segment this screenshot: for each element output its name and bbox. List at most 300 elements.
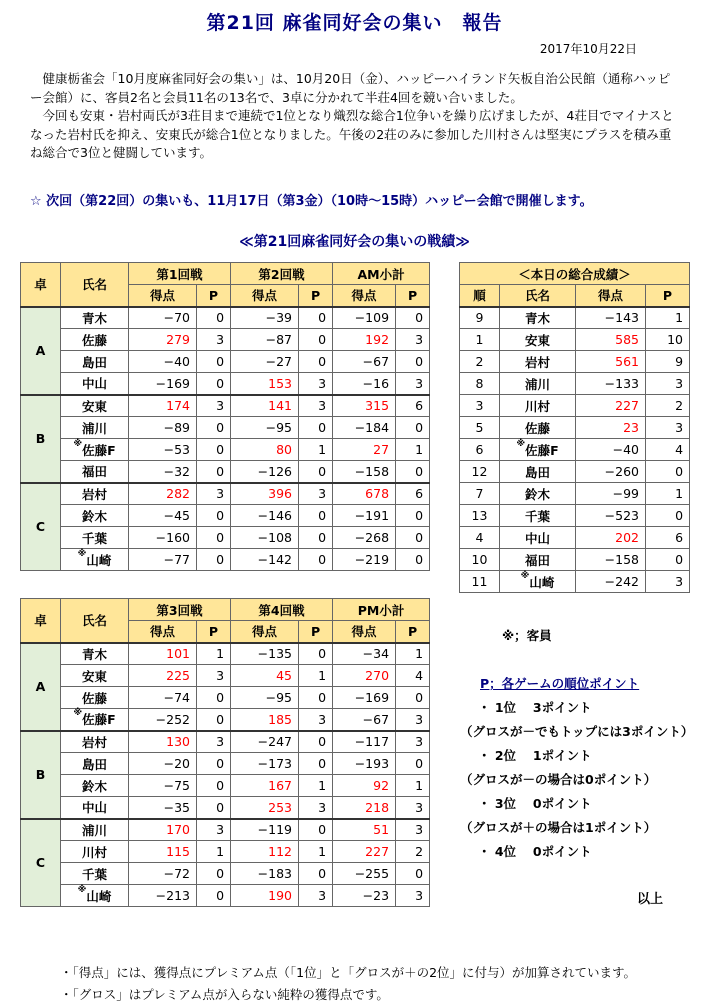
player-name-text: 安東 [81, 398, 107, 414]
points-cell: 1 [197, 643, 231, 665]
points-cell: 3 [396, 797, 430, 819]
points-cell: 0 [299, 307, 333, 329]
player-name [61, 775, 129, 797]
points-cell: 1 [396, 643, 430, 665]
points-cell: 3 [197, 329, 231, 351]
points-cell: 0 [299, 863, 333, 885]
player-name-text: 島田 [81, 756, 107, 772]
score-cell: −126 [231, 461, 299, 483]
points-cell: 0 [299, 753, 333, 775]
score-cell: 92 [333, 775, 396, 797]
guest-mark: ※ [520, 570, 530, 581]
player-name [61, 665, 129, 687]
table-row [460, 395, 690, 417]
points-cell: 0 [197, 505, 231, 527]
legend-line: ・ 4位 0ポイント [478, 844, 592, 859]
score-cell: −53 [129, 439, 197, 461]
points-cell: 0 [197, 417, 231, 439]
am-results-table [20, 262, 430, 571]
points-cell: 0 [396, 753, 430, 775]
header-name: 氏名 [61, 599, 129, 643]
player-name-text: 福田 [81, 464, 107, 480]
player-name-text: 川村 [524, 398, 550, 414]
table-row [21, 527, 430, 549]
rank-cell: 4 [460, 527, 500, 549]
score-cell: 279 [129, 329, 197, 351]
score-cell: −193 [333, 753, 396, 775]
points-cell: 3 [197, 483, 231, 505]
score-cell: 167 [231, 775, 299, 797]
points-cell: 3 [197, 819, 231, 841]
player-name [61, 863, 129, 885]
points-cell: 1 [299, 841, 333, 863]
score-cell: 585 [576, 329, 646, 351]
points-cell: 0 [396, 351, 430, 373]
points-cell: 0 [197, 373, 231, 395]
points-cell: 0 [197, 527, 231, 549]
points-cell: 3 [396, 731, 430, 753]
header-score: 得点 [333, 285, 396, 307]
points-cell: 0 [197, 687, 231, 709]
points-cell: 0 [299, 731, 333, 753]
score-cell: −45 [129, 505, 197, 527]
player-name [61, 483, 129, 505]
rank-cell: 8 [460, 373, 500, 395]
score-cell: 270 [333, 665, 396, 687]
header-points: P [197, 285, 231, 307]
points-cell: 3 [197, 665, 231, 687]
points-cell: 0 [396, 505, 430, 527]
score-cell: 45 [231, 665, 299, 687]
score-cell: 185 [231, 709, 299, 731]
page-title: 第21回 麻雀同好会の集い 報告 [206, 12, 503, 34]
player-name [500, 373, 576, 395]
player-name-text: 佐藤 [81, 332, 107, 348]
table-row [21, 885, 430, 907]
points-cell: 1 [299, 439, 333, 461]
player-name [61, 687, 129, 709]
player-name-text: 青木 [524, 310, 550, 326]
player-name [500, 417, 576, 439]
player-name [61, 373, 129, 395]
points-cell: 3 [396, 819, 430, 841]
points-cell: 0 [646, 549, 690, 571]
rank-cell: 7 [460, 483, 500, 505]
pm-results-table [20, 598, 430, 907]
points-cell: 0 [197, 461, 231, 483]
table-row [21, 797, 430, 819]
table-row [21, 329, 430, 351]
player-name-text: 安東 [81, 668, 107, 684]
score-cell: −183 [231, 863, 299, 885]
player-name-text: 佐藤 [524, 420, 550, 436]
score-cell: −23 [333, 885, 396, 907]
table-row [460, 549, 690, 571]
score-cell: 225 [129, 665, 197, 687]
score-cell: −35 [129, 797, 197, 819]
points-cell: 0 [299, 687, 333, 709]
score-cell: −135 [231, 643, 299, 665]
points-cell: 0 [299, 819, 333, 841]
score-cell: −32 [129, 461, 197, 483]
score-cell: 202 [576, 527, 646, 549]
header-table: 卓 [21, 263, 61, 307]
score-cell: −169 [129, 373, 197, 395]
table-row [460, 351, 690, 373]
points-cell: 3 [396, 709, 430, 731]
player-name-text: 浦川 [81, 420, 107, 436]
score-cell: −252 [129, 709, 197, 731]
player-name-text: 佐藤F [82, 442, 116, 458]
guest-mark: ※ [77, 884, 87, 895]
points-cell: 3 [646, 417, 690, 439]
player-name-text: 浦川 [524, 376, 550, 392]
header-am-subtotal: AM小計 [333, 263, 430, 285]
header-points: P [396, 621, 430, 643]
score-cell: 130 [129, 731, 197, 753]
header-score: 得点 [231, 621, 299, 643]
points-cell: 2 [646, 395, 690, 417]
points-cell: 6 [646, 527, 690, 549]
table-label: A [21, 307, 61, 395]
rank-cell: 5 [460, 417, 500, 439]
score-cell: −133 [576, 373, 646, 395]
player-name [61, 643, 129, 665]
points-cell: 0 [299, 527, 333, 549]
table-row [21, 753, 430, 775]
table-row [460, 373, 690, 395]
player-name [500, 483, 576, 505]
player-name-text: 中山 [81, 800, 107, 816]
points-cell: 3 [299, 797, 333, 819]
score-cell: −95 [231, 687, 299, 709]
score-cell: −77 [129, 549, 197, 571]
points-cell: 3 [197, 731, 231, 753]
score-cell: −20 [129, 753, 197, 775]
rank-cell: 13 [460, 505, 500, 527]
player-name-text: 川村 [81, 844, 107, 860]
table-row [460, 417, 690, 439]
points-cell: 3 [299, 395, 333, 417]
table-row [21, 665, 430, 687]
points-cell: 0 [299, 417, 333, 439]
points-cell: 0 [646, 461, 690, 483]
points-cell: 0 [299, 505, 333, 527]
table-row [21, 461, 430, 483]
points-cell: 0 [197, 775, 231, 797]
score-cell: 80 [231, 439, 299, 461]
header-game-1: 第1回戦 [129, 263, 231, 285]
table-label: B [21, 731, 61, 819]
player-name [61, 797, 129, 819]
player-name-text: 福田 [524, 552, 550, 568]
points-cell: 0 [197, 863, 231, 885]
footnote: ・「得点」には、獲得点にプレミアム点（「1位」と「グロスが＋の2位」に付与）が加算されています。 [60, 965, 637, 980]
player-name-text: 千葉 [524, 508, 550, 524]
score-cell: 227 [333, 841, 396, 863]
rank-cell: 12 [460, 461, 500, 483]
player-name [61, 709, 129, 731]
score-cell: −95 [231, 417, 299, 439]
guest-mark: ※ [77, 548, 87, 559]
guest-mark: ※ [73, 438, 83, 449]
points-cell: 0 [197, 549, 231, 571]
points-cell: 0 [197, 753, 231, 775]
points-cell: 1 [299, 775, 333, 797]
score-cell: −255 [333, 863, 396, 885]
table-row [21, 417, 430, 439]
score-cell: 51 [333, 819, 396, 841]
points-cell: 4 [646, 439, 690, 461]
score-cell: −16 [333, 373, 396, 395]
points-cell: 3 [646, 571, 690, 593]
player-name-text: 鈴木 [81, 508, 107, 524]
player-name-text: 青木 [81, 646, 107, 662]
points-cell: 1 [646, 307, 690, 329]
score-cell: −27 [231, 351, 299, 373]
header-points: P [197, 621, 231, 643]
table-row [21, 483, 430, 505]
score-cell: −247 [231, 731, 299, 753]
score-cell: 141 [231, 395, 299, 417]
legend-line: （グロスが－でもトップには3ポイント） [460, 724, 694, 739]
points-cell: 3 [299, 885, 333, 907]
score-cell: −142 [231, 549, 299, 571]
player-name [61, 439, 129, 461]
legend-line: ・ 2位 1ポイント [478, 748, 592, 763]
rank-cell: 3 [460, 395, 500, 417]
rank-cell: 10 [460, 549, 500, 571]
player-name-text: 山崎 [86, 552, 112, 568]
points-cell: 0 [197, 439, 231, 461]
rank-cell: 9 [460, 307, 500, 329]
table-label: C [21, 483, 61, 571]
points-cell: 1 [197, 841, 231, 863]
table-row [460, 571, 690, 593]
table-row [21, 549, 430, 571]
score-cell: 115 [129, 841, 197, 863]
score-cell: 227 [576, 395, 646, 417]
footnote: ・「グロス」はプレミアム点が入らない純粋の獲得点です。 [60, 987, 389, 1002]
points-cell: 1 [646, 483, 690, 505]
table-row [460, 329, 690, 351]
player-name [61, 819, 129, 841]
header-game-2: 第2回戦 [231, 263, 333, 285]
rank-cell: 6 [460, 439, 500, 461]
score-cell: 218 [333, 797, 396, 819]
player-name [61, 841, 129, 863]
table-row [21, 863, 430, 885]
header-points: P [646, 285, 690, 307]
points-cell: 3 [299, 709, 333, 731]
player-name [61, 885, 129, 907]
points-cell: 0 [396, 307, 430, 329]
player-name-text: 山崎 [529, 574, 555, 590]
points-cell: 0 [299, 329, 333, 351]
points-cell: 6 [396, 395, 430, 417]
header-name: 氏名 [61, 263, 129, 307]
table-row [21, 687, 430, 709]
table-row [21, 439, 430, 461]
player-name [500, 307, 576, 329]
score-cell: 190 [231, 885, 299, 907]
header-rank: 順 [460, 285, 500, 307]
points-cell: 0 [197, 709, 231, 731]
score-cell: −191 [333, 505, 396, 527]
table-row [21, 307, 430, 329]
legend-line: ・ 1位 3ポイント [478, 700, 592, 715]
score-cell: −87 [231, 329, 299, 351]
score-cell: −143 [576, 307, 646, 329]
points-cell: 0 [396, 687, 430, 709]
table-row [21, 731, 430, 753]
header-name: 氏名 [500, 285, 576, 307]
player-name-text: 島田 [81, 354, 107, 370]
score-cell: −158 [576, 549, 646, 571]
score-cell: −173 [231, 753, 299, 775]
player-name-text: 安東 [524, 332, 550, 348]
player-name [61, 527, 129, 549]
header-pm-subtotal: PM小計 [333, 599, 430, 621]
player-name-text: 浦川 [81, 822, 107, 838]
points-cell: 1 [299, 665, 333, 687]
points-cell: 3 [299, 483, 333, 505]
score-cell: −67 [333, 709, 396, 731]
table-row [460, 307, 690, 329]
table-row [21, 395, 430, 417]
points-cell: 1 [396, 439, 430, 461]
player-name-text: 鈴木 [81, 778, 107, 794]
score-cell: −109 [333, 307, 396, 329]
player-name [61, 417, 129, 439]
table-label: C [21, 819, 61, 907]
table-row [21, 643, 430, 665]
player-name-text: 鈴木 [524, 486, 550, 502]
points-cell: 9 [646, 351, 690, 373]
score-cell: −146 [231, 505, 299, 527]
points-cell: 2 [396, 841, 430, 863]
points-cell: 3 [396, 329, 430, 351]
score-cell: −260 [576, 461, 646, 483]
header-score: 得点 [129, 285, 197, 307]
player-name [61, 307, 129, 329]
overall-results-table [459, 262, 690, 593]
table-row [21, 351, 430, 373]
score-cell: 23 [576, 417, 646, 439]
player-name-text: 中山 [81, 376, 107, 392]
player-name-text: 佐藤F [525, 442, 559, 458]
table-row [460, 527, 690, 549]
player-name [61, 461, 129, 483]
paragraph-1: 健康栃雀会「10月度麻雀同好会の集い」は、10月20日（金）、ハッピーハイランド矢板自治公民館（通称ハッピー会館）に、客員2名と会員11名の13名で、3卓に分かれて半荘4回を競い合いました。 [30, 71, 671, 105]
header-points: P [396, 285, 430, 307]
guest-mark: ※ [73, 708, 83, 719]
player-name [61, 351, 129, 373]
points-cell: 0 [197, 797, 231, 819]
table-row [21, 775, 430, 797]
header-game-3: 第3回戦 [129, 599, 231, 621]
player-name-text: 佐藤 [81, 690, 107, 706]
header-game-4: 第4回戦 [231, 599, 333, 621]
points-cell: 0 [396, 863, 430, 885]
points-cell: 3 [396, 885, 430, 907]
score-cell: −99 [576, 483, 646, 505]
player-name [500, 549, 576, 571]
next-meeting-notice: ☆ 次回（第22回）の集いも、11月17日（第3金）（10時～15時）ハッピー会館で開催します。 [30, 194, 593, 209]
player-name [500, 329, 576, 351]
legend-title: P；各ゲームの順位ポイント [480, 676, 640, 691]
table-row [460, 461, 690, 483]
player-name-text: 島田 [524, 464, 550, 480]
score-cell: −39 [231, 307, 299, 329]
header-score: 得点 [333, 621, 396, 643]
points-cell: 0 [396, 549, 430, 571]
score-cell: 561 [576, 351, 646, 373]
score-cell: −119 [231, 819, 299, 841]
header-table: 卓 [21, 599, 61, 643]
rank-cell: 1 [460, 329, 500, 351]
score-cell: −89 [129, 417, 197, 439]
score-cell: −219 [333, 549, 396, 571]
guest-note: ※；客員 [502, 628, 552, 643]
score-cell: 112 [231, 841, 299, 863]
player-name [500, 351, 576, 373]
table-label: B [21, 395, 61, 483]
header-score: 得点 [129, 621, 197, 643]
score-cell: 253 [231, 797, 299, 819]
points-cell: 0 [197, 351, 231, 373]
player-name [61, 505, 129, 527]
score-cell: −160 [129, 527, 197, 549]
points-cell: 10 [646, 329, 690, 351]
legend-line: （グロスが－の場合は0ポイント） [460, 772, 657, 787]
score-cell: −523 [576, 505, 646, 527]
score-cell: −169 [333, 687, 396, 709]
table-row [460, 505, 690, 527]
rank-cell: 11 [460, 571, 500, 593]
player-name-text: 千葉 [81, 866, 107, 882]
rank-cell: 2 [460, 351, 500, 373]
score-cell: −184 [333, 417, 396, 439]
points-cell: 3 [299, 373, 333, 395]
report-date: 2017年10月22日 [539, 42, 637, 56]
points-cell: 0 [646, 505, 690, 527]
score-cell: 396 [231, 483, 299, 505]
player-name [61, 395, 129, 417]
score-cell: −158 [333, 461, 396, 483]
legend-line: （グロスが＋の場合は1ポイント） [460, 820, 657, 835]
score-cell: 192 [333, 329, 396, 351]
player-name [61, 731, 129, 753]
player-name-text: 岩村 [524, 354, 550, 370]
player-name [500, 505, 576, 527]
player-name [61, 753, 129, 775]
score-cell: 101 [129, 643, 197, 665]
points-cell: 0 [299, 461, 333, 483]
player-name [500, 527, 576, 549]
points-cell: 1 [396, 775, 430, 797]
points-cell: 6 [396, 483, 430, 505]
score-cell: −70 [129, 307, 197, 329]
score-cell: 315 [333, 395, 396, 417]
score-cell: −117 [333, 731, 396, 753]
score-cell: −242 [576, 571, 646, 593]
header-points: P [299, 621, 333, 643]
table-label: A [21, 643, 61, 731]
player-name-text: 岩村 [81, 734, 107, 750]
score-cell: −40 [129, 351, 197, 373]
player-name-text: 岩村 [81, 486, 107, 502]
